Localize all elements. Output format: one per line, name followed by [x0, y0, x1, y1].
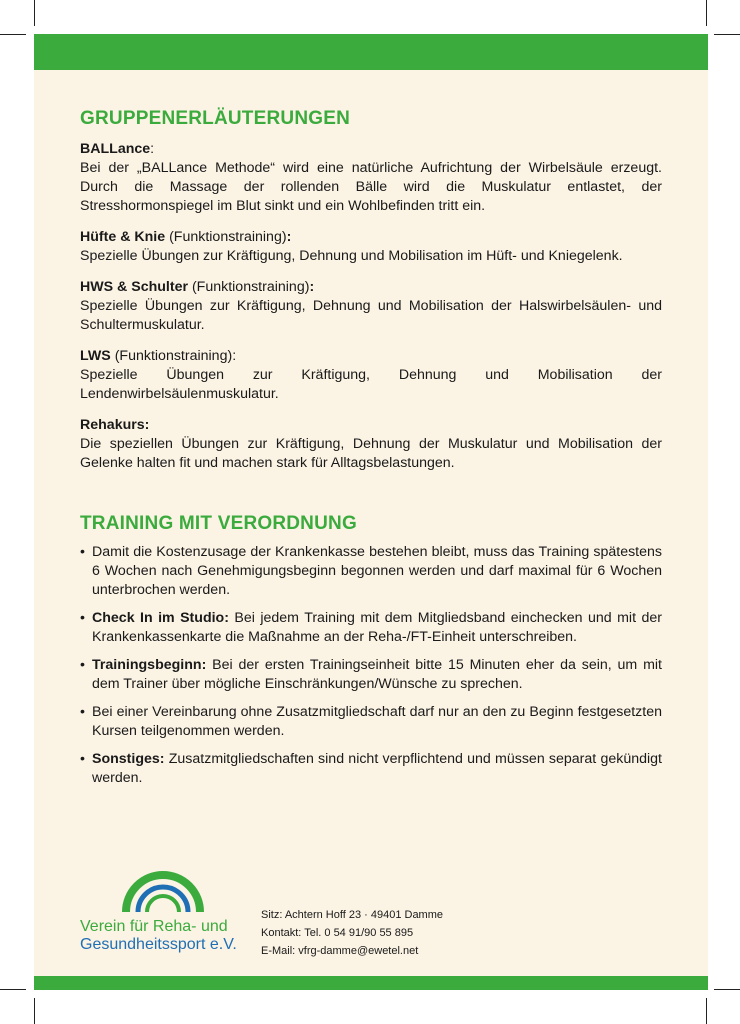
group-explanations-section: [80, 108, 662, 473]
list-item: [80, 703, 662, 741]
top-green-bar: [34, 34, 708, 70]
club-logo-arcs-icon: [118, 850, 208, 916]
item-label: Sonstiges:: [92, 751, 165, 767]
list-item: [80, 609, 662, 647]
item-text: Zusatzmitgliedschaften sind nicht verpflichtend und müssen separat gekündigt werden.: [92, 751, 662, 786]
crop-mark: [714, 989, 740, 990]
crop-mark: [0, 989, 26, 990]
email: E-Mail: vfrg-damme@ewetel.net: [261, 945, 419, 957]
group-item-huefte-knie: [80, 228, 662, 266]
group-item-hws-schulter: [80, 278, 662, 335]
main-content: [80, 108, 662, 797]
crop-mark: [706, 0, 707, 26]
footer: [80, 850, 680, 960]
crop-mark: [714, 34, 740, 35]
item-text: Die speziellen Übungen zur Kräftigung, Dehnung der Muskulatur und Mobilisation der Gelenke halten fit und machen stark für Alltagsbelastungen.: [80, 436, 662, 471]
item-text: Bei der „BALLance Methode“ wird eine natürliche Aufrichtung der Wirbelsäule erzeugt. Durch die Massage der rollenden Bälle wird die Muskulatur entlastet, der Stresshormonspiegel im Blut sinkt und ein Wohlbefinden tritt ein.: [80, 160, 662, 214]
item-text: Spezielle Übungen zur Kräftigung, Dehnung und Mobilisation im Hüft- und Kniegelenk.: [80, 248, 623, 264]
item-text: Spezielle Übungen zur Kräftigung, Dehnung und Mobilisation der Halswirbelsäulen- und Schultermuskulatur.: [80, 298, 662, 333]
item-text: Spezielle Übungen zur Kräftigung, Dehnung und Mobilisation der Lendenwirbelsäulenmuskulatur.: [80, 367, 662, 402]
item-colon: :: [150, 141, 155, 157]
group-item-ballance: [80, 140, 662, 216]
group-item-lws: [80, 347, 662, 404]
item-text: Bei einer Vereinbarung ohne Zusatzmitgliedschaft darf nur an den zu Beginn festgesetzten Kursen teilgenommen werden.: [92, 704, 662, 739]
item-title: HWS & Schulter: [80, 279, 188, 295]
item-label: Trainingsbeginn:: [92, 657, 207, 673]
item-text: Bei der ersten Trainingseinheit bitte 15 Minuten eher da sein, um mit dem Trainer über mögliche Einschränkungen/Wünsche zu sprechen.: [92, 657, 662, 692]
item-colon: :: [232, 348, 237, 364]
section-heading: GRUPPENERLÄUTERUNGEN: [80, 108, 351, 129]
crop-mark: [706, 998, 707, 1024]
rules-list: [80, 543, 662, 788]
org-name-line2: Gesundheitssport e.V.: [80, 936, 237, 953]
list-item: [80, 750, 662, 788]
bullet-icon: •: [80, 610, 85, 626]
crop-mark: [0, 34, 26, 35]
bullet-icon: •: [80, 544, 85, 560]
item-label: Check In im Studio:: [92, 610, 229, 626]
bullet-icon: •: [80, 751, 85, 767]
item-colon: :: [309, 279, 315, 295]
item-text: Damit die Kostenzusage der Krankenkasse bestehen bleibt, muss das Training spätestens 6 Wochen nach Genehmigungsbeginn begonnen werden und darf maximal für 6 Wochen unterbrochen werden.: [92, 544, 662, 598]
item-title: LWS: [80, 348, 111, 364]
item-subtitle: (Funktionstraining): [165, 229, 287, 245]
item-subtitle: (Funktionstraining): [110, 348, 233, 364]
crop-mark: [34, 0, 35, 26]
item-colon: :: [286, 229, 292, 245]
list-item: [80, 656, 662, 694]
list-item: [80, 543, 662, 600]
phone: Kontakt: Tel. 0 54 91/90 55 895: [261, 927, 414, 939]
bullet-icon: •: [80, 704, 85, 720]
item-text: Bei jedem Training mit dem Mitgliedsband einchecken und mit der Krankenkassenkarte die Maßnahme an der Reha-/FT-Einheit unterschreiben.: [92, 610, 662, 645]
bullet-icon: •: [80, 657, 85, 673]
address: Sitz: Achtern Hoff 23 · 49401 Damme: [261, 909, 443, 921]
item-title: Hüfte & Knie: [80, 229, 166, 245]
group-item-rehakurs: [80, 416, 662, 473]
contact-block: [261, 906, 443, 960]
org-name-line1: Verein für Reha- und: [80, 918, 228, 935]
item-title: BALLance: [80, 141, 151, 157]
training-prescription-section: [80, 513, 662, 788]
item-title: Rehakurs:: [80, 417, 150, 433]
bottom-green-bar: [34, 976, 708, 990]
item-subtitle: (Funktionstraining): [188, 279, 310, 295]
crop-mark: [34, 998, 35, 1024]
section-heading: TRAINING MIT VERORDNUNG: [80, 513, 357, 534]
